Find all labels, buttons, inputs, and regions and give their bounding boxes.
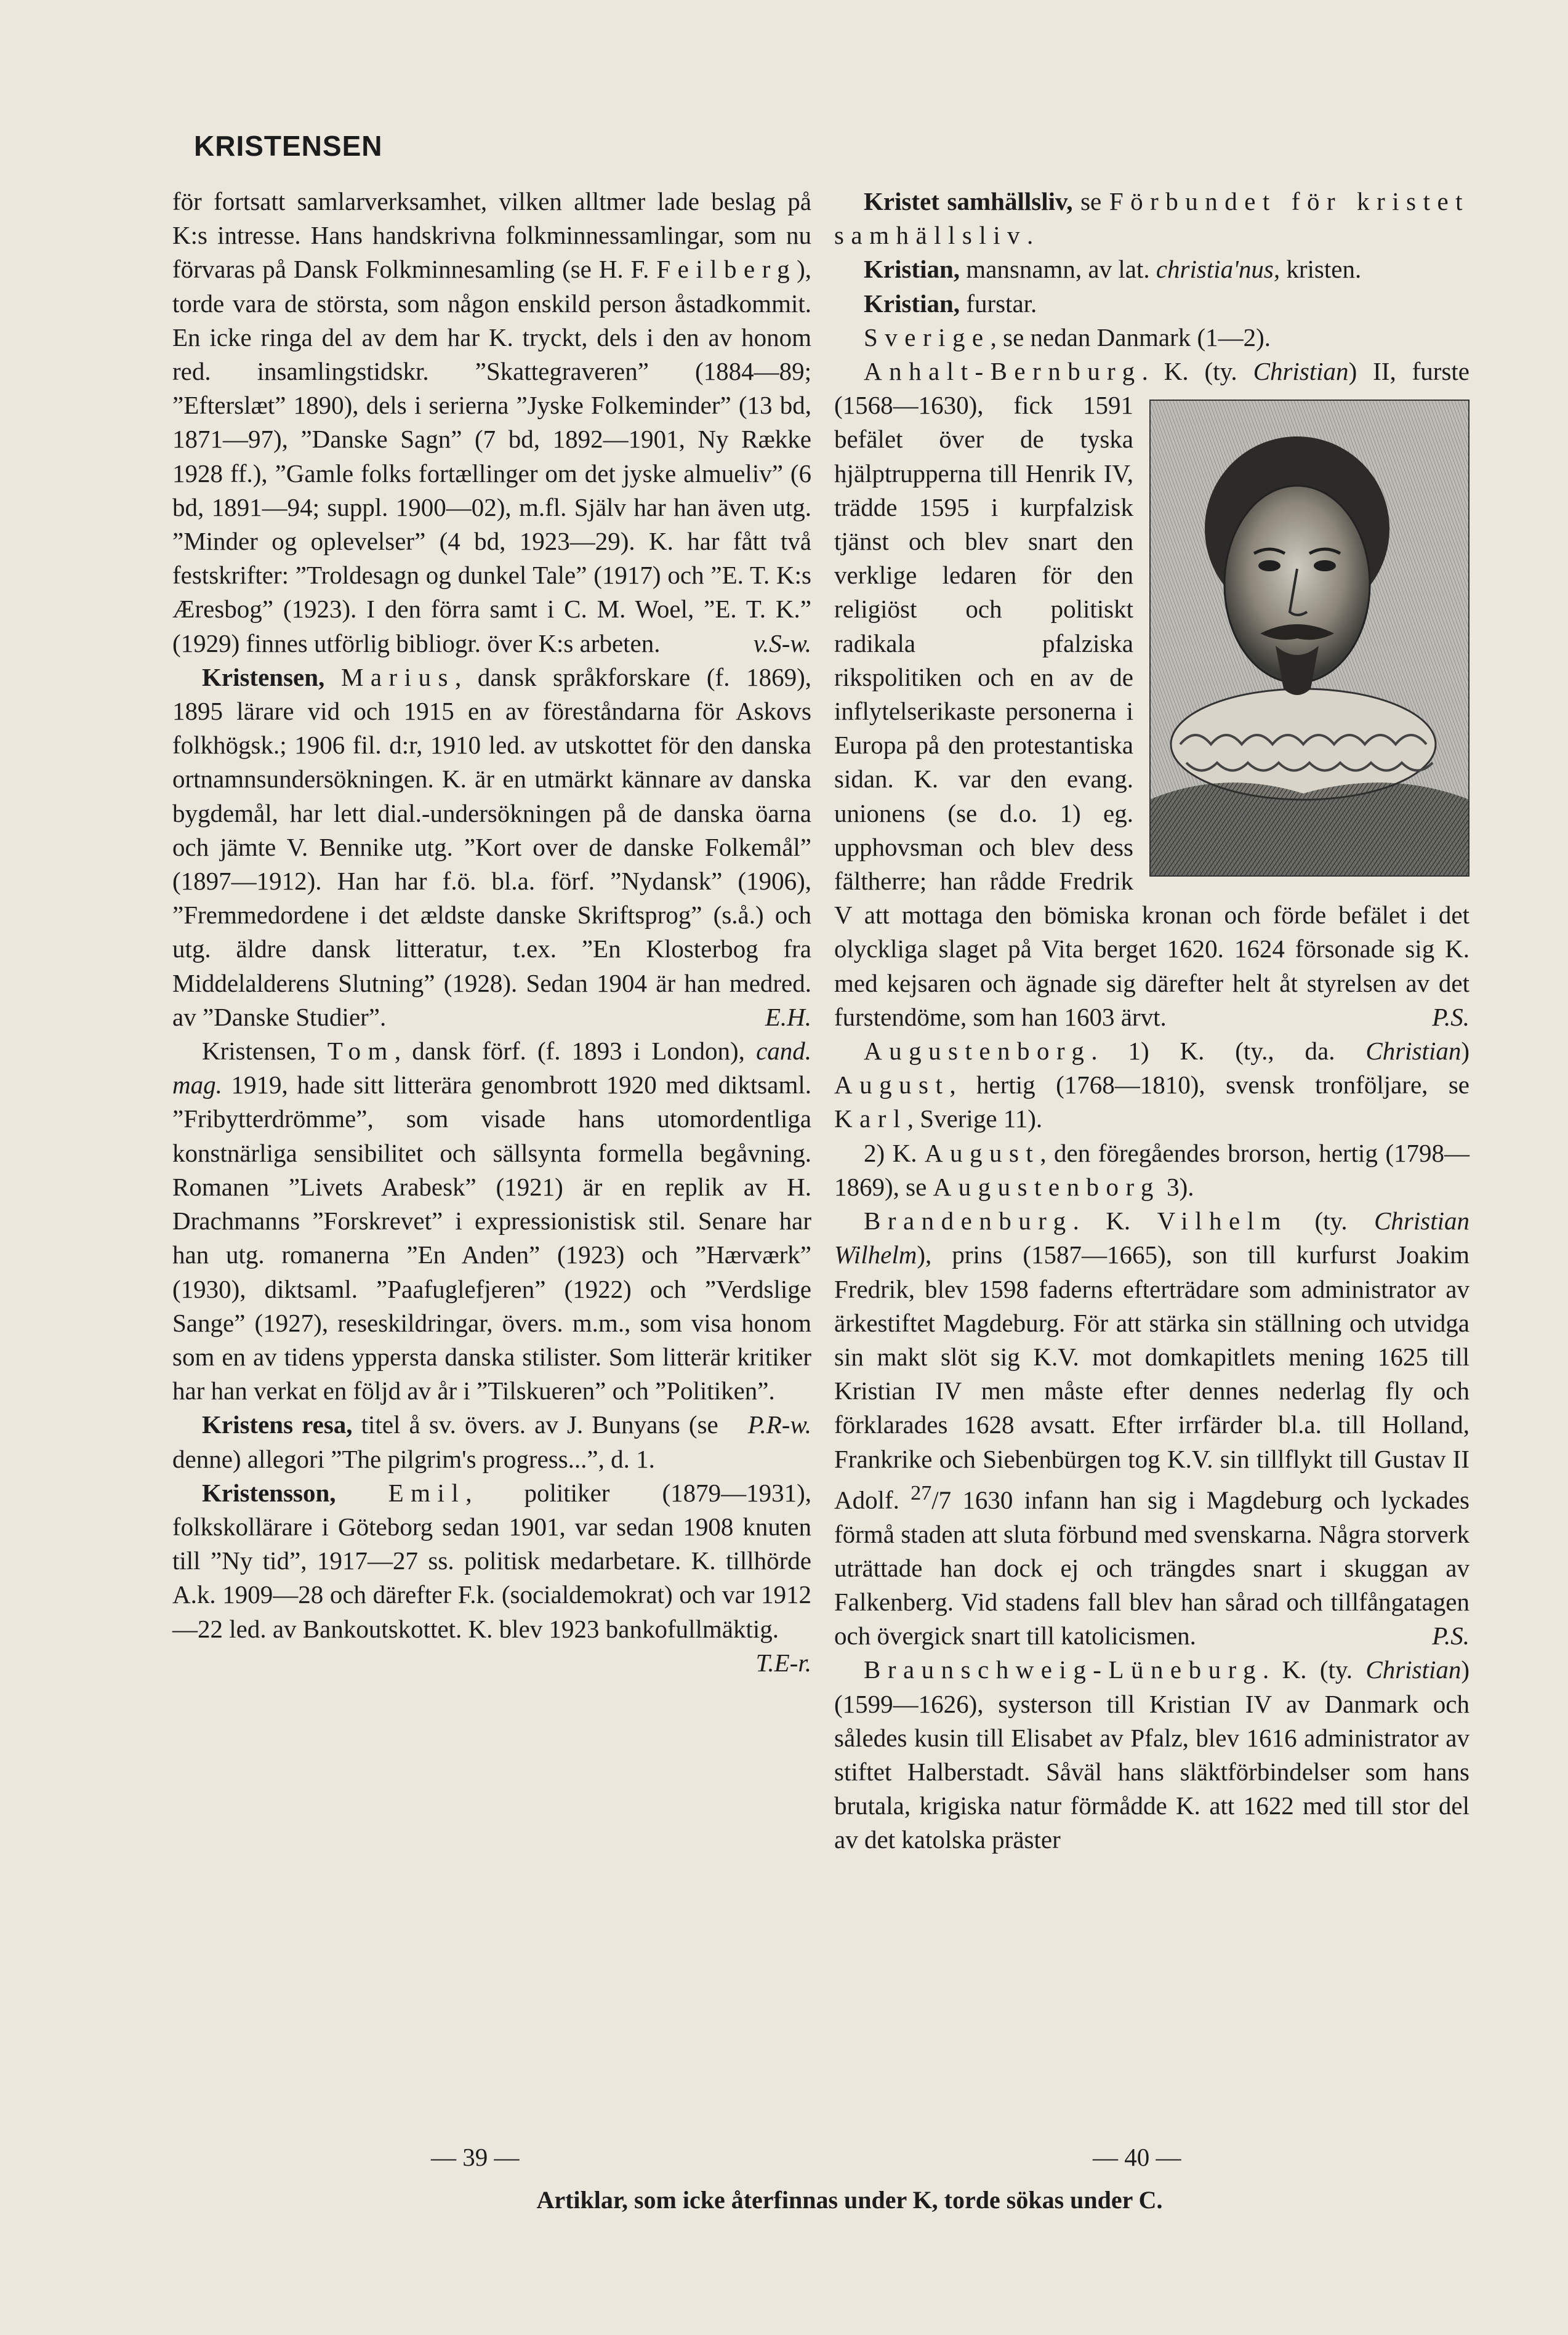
page-number-right: — 40 —	[1093, 2143, 1181, 2171]
article-kristensson-emil: Kristensson, Emil, politiker (1879—1931), folkskollärare i Göteborg sedan 1901, var sedan 1908 knuten till ”Ny tid”, 1917—27 ss. politisk medarbetare. K. tillhörde A.k. 1909—28 och därefter F.k. (socialdemokrat) och var 1912—22 led. av Bankoutskottet. K. blev 1923 bankofullmäktig. T.E-r.	[172, 1478, 811, 1677]
portrait-engraving	[1149, 400, 1469, 877]
article-kristensen-tom: Kristensen, Tom, dansk förf. (f. 1893 i London), cand. mag. 1919, hade sitt litterära genombrott 1920 med diktsaml. ”Fribytterdrömme”, som visade hans utomordentliga konstnärliga sensibilitet och sällsynta formella begåvning. Romanen ”Livets Arabesk” (1921) är en replik av H. Drachmanns ”Forskrevet” i expressionistisk stil. Senare har han utg. romanerna ”En Anden” (1923) och ”Hærværk” (1930), diktsaml. ”Paafuglefjeren” (1922) och ”Verdslige Sange” (1927), reseskildringar, övers. m.m., som visa honom som en av tidens yppersta danska stilister. Som litterär kritiker har han verkat en följd av år i ”Tilskueren” och ”Politiken”. P.R-w.	[172, 1037, 812, 1439]
article-kristian-furstar: Kristian, furstar.	[864, 289, 1037, 318]
page-number-left: — 39 —	[431, 2143, 520, 2171]
article-augustenborg-1: Augustenborg. 1) K. (ty., da. Christian) August, hertig (1768—1810), svensk tronföljare, se Karl, Sverige 11).	[834, 1037, 1469, 1133]
article-kristian-mansnamn: Kristian, mansnamn, av lat. christia'nus, kristen.	[864, 255, 1362, 284]
article-augustenborg-2: 2) K. August, den föregåendes brorson, hertig (1798—1869), se Augustenborg 3).	[834, 1138, 1469, 1201]
article-paragraph: för fortsatt samlarverksamhet, vilken alltmer lade beslag på K:s intresse. Hans handskrivna folkminnessamlingar, som nu förvaras på Dansk Folkminnesamling (se H. F. Feilberg), torde vara de största, som någon enskild person åstadkommit. En icke ringa del av dem har K. tryckt, dels i den av honom red. insamlingstidskr. ”Skattegraveren” (1884—89; ”Efterslæt” 1890), dels i serierna ”Jyske Folkeminder” (13 bd, 1871—97), ”Danske Sagn” (7 bd, 1892—1901, Ny Række 1928 ff.), ”Gamle folks fortællinger om det jyske almueliv” (6 bd, 1891—94; suppl. 1900—02), m.fl. Själv har han även utg. ”Minder og oplevelser” (4 bd, 1923—29). K. har fått två festskrifter: ”Troldesagn og dunkel Tale” (1917) och ”E. T. K:s Æresbog” (1923). I den förra samt i C. M. Woel, ”E. T. K.” (1929) finnes utförlig bibliogr. över K:s arbeten. v.S-w.	[172, 187, 811, 657]
footer-note: Artiklar, som icke återfinnas under K, torde sökas under C.	[536, 2186, 1163, 2214]
page-header: KRISTENSEN	[194, 130, 383, 162]
right-column	[834, 185, 1469, 1857]
article-kristens-resa: Kristens resa, titel å sv. övers. av J. Bunyans (se denne) allegori ”The pilgrim's progress...”, d. 1.	[172, 1410, 718, 1473]
article-braunschweig-luneburg: Braunschweig-Lüneburg. K. (ty. Christian) (1599—1626), systerson till Kristian IV av Danmark och således kusin till Elisabet av Pfalz, blev 1616 administrator av stiftet Halberstadt. Såväl hans släktförbindelser som hans brutala, krigiska natur förmådde K. att 1622 med till stor del av det katolska präster	[834, 1655, 1469, 1854]
article-brandenburg: Brandenburg. K. Vilhelm (ty. Christian Wilhelm), prins (1587—1665), son till kurfurst Joakim Fredrik, blev 1598 faderns efterträdare som administrator av ärkestiftet Magdeburg. För att stärka sin ställning och utvidga sin makt slöt sig K.V. mot domkapitlets mening 1625 till Kristian IV men måste efter dennes nederlag fly och förklarades 1628 avsatt. Efter irrfärder bl.a. till Holland, Frankrike och Siebenbürgen tog K.V. sin tillflykt till Gustav II Adolf. $^{27}$/7 1630 infann han sig i Magdeburg och lyckades förmå staden att sluta förbund med svenskarna. Några storverk uträttade han dock ej och trängdes snart i skuggan av Falkenberg. Vid stadens fall blev han sårad och tillfångatagen och övergick snart till katolicismen. P.S.	[834, 1207, 1469, 1650]
article-anhalt-bernburg: Anhalt-Bernburg. K. (ty. Christian ) II, furste (1568—1630), fick 1591 befälet över de tyska hjälptrupperna till Henrik IV, trädde 1595 i kurpfalzisk tjänst och blev snart den verklige ledaren för den religiöst och politiskt radikala pfalziska rikspolitiken och en av de inflytelserikaste personerna i Europa på den protestantiska sidan. K. var den evang. unionens (se d.o. 1) eg. upphovsman och blev dess fältherre; han rådde Fredrik V att mottaga den bömiska kronan och förde befälet i det olyckliga slaget på Vita berget 1620. 1624 försonade sig K. med kejsaren och ägnade sig därefter helt åt styrelsen av det furstendöme, som han 1603 ärvt. P.S.	[834, 357, 1469, 1031]
left-column	[172, 185, 811, 1680]
article-sverige: Sverige, se nedan Danmark (1—2).	[864, 323, 1271, 352]
article-kristensen-marius: Kristensen, Marius, dansk språkforskare (f. 1869), 1895 lärare vid och 1915 en av föreståndarna för Askovs folkhögsk.; 1906 fil. d:r, 1910 led. av utskottet för den danska ortnamnsundersökningen. K. är en utmärkt kännare av danska bygdemål, har lett dial.-undersökningen på de danska öarna och jämte V. Bennike utg. ”Kort over de danske Folkemål” (1897—1912). Han har f.ö. bl.a. förf. ”Nydansk” (1906), ”Fremmedordene i det ældste danske Skriftsprog” (s.å.) och utg. äldre dansk litteratur, t.ex. ”En Klosterbog fra Middelalderens Slutning” (1928). Sedan 1904 är han medred. av ”Danske Studier”. E.H.	[172, 662, 812, 1031]
article-kristet-samhallsliv: Kristet samhällsliv, se Förbundet för kristet samhällsliv.	[834, 187, 1470, 250]
